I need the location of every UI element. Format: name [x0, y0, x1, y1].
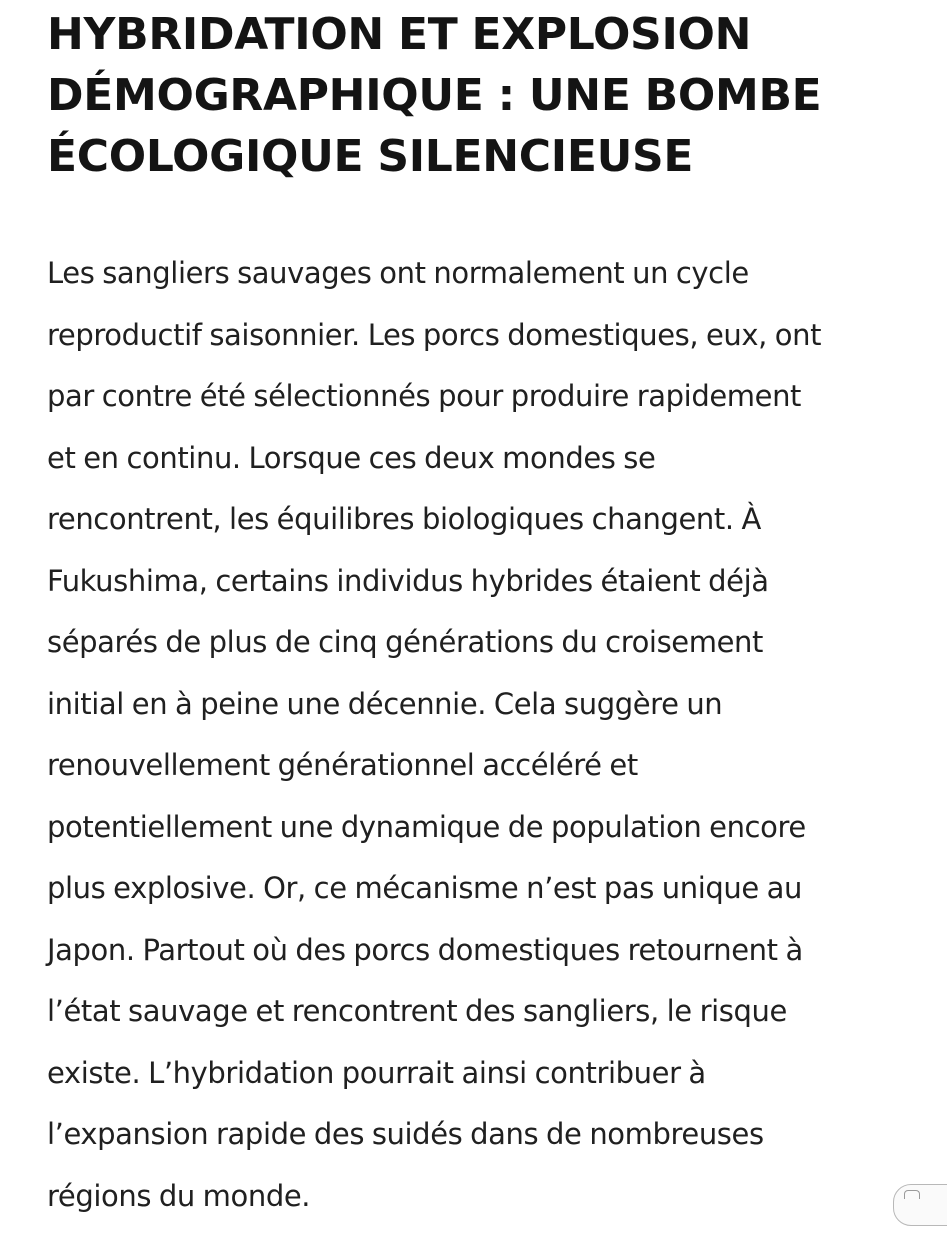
article	[47, 4, 927, 1256]
paragraph-line: Fukushima, certains individus hybrides étaient déjà	[47, 563, 769, 598]
paragraph-line: l’état sauvage et rencontrent des sangliers, le risque	[47, 994, 787, 1028]
paragraph-line: existe. L’hybridation pourrait ainsi contribuer à	[47, 1055, 706, 1090]
paragraph-line: par contre été sélectionnés pour produire rapidement	[47, 379, 802, 413]
paragraph-line: régions du monde.	[47, 1178, 311, 1213]
paragraph-line: et en continu. Lorsque ces deux mondes se	[47, 440, 656, 475]
paragraph-line: plus explosive. Or, ce mécanisme n’est pas unique au	[47, 871, 802, 905]
paragraph-line: renouvellement générationnel accéléré et	[47, 748, 638, 782]
title-line: ÉCOLOGIQUE SILENCIEUSE	[47, 131, 694, 182]
article-paragraph	[47, 243, 927, 1227]
paragraph-line: reproductif saisonnier. Les porcs domestiques, eux, ont	[47, 317, 822, 352]
paragraph-line: séparés de plus de cinq générations du croisement	[47, 625, 763, 659]
paragraph-line: l’expansion rapide des suidés dans de nombreuses	[47, 1117, 764, 1151]
title-line: DÉMOGRAPHIQUE : UNE BOMBE	[47, 70, 822, 121]
paragraph-line: Les sangliers sauvages ont normalement un cycle	[47, 256, 749, 290]
paragraph-line: initial en à peine une décennie. Cela suggère un	[47, 686, 723, 721]
article-title	[47, 4, 927, 187]
paragraph-line: Japon. Partout où des porcs domestiques retournent à	[47, 932, 803, 967]
paragraph-line: potentiellement une dynamique de population encore	[47, 809, 806, 844]
expand-icon	[904, 1190, 920, 1199]
floating-action-button[interactable]	[893, 1184, 947, 1226]
paragraph-line: rencontrent, les équilibres biologiques changent. À	[47, 502, 761, 536]
title-line: HYBRIDATION ET EXPLOSION	[47, 9, 752, 60]
